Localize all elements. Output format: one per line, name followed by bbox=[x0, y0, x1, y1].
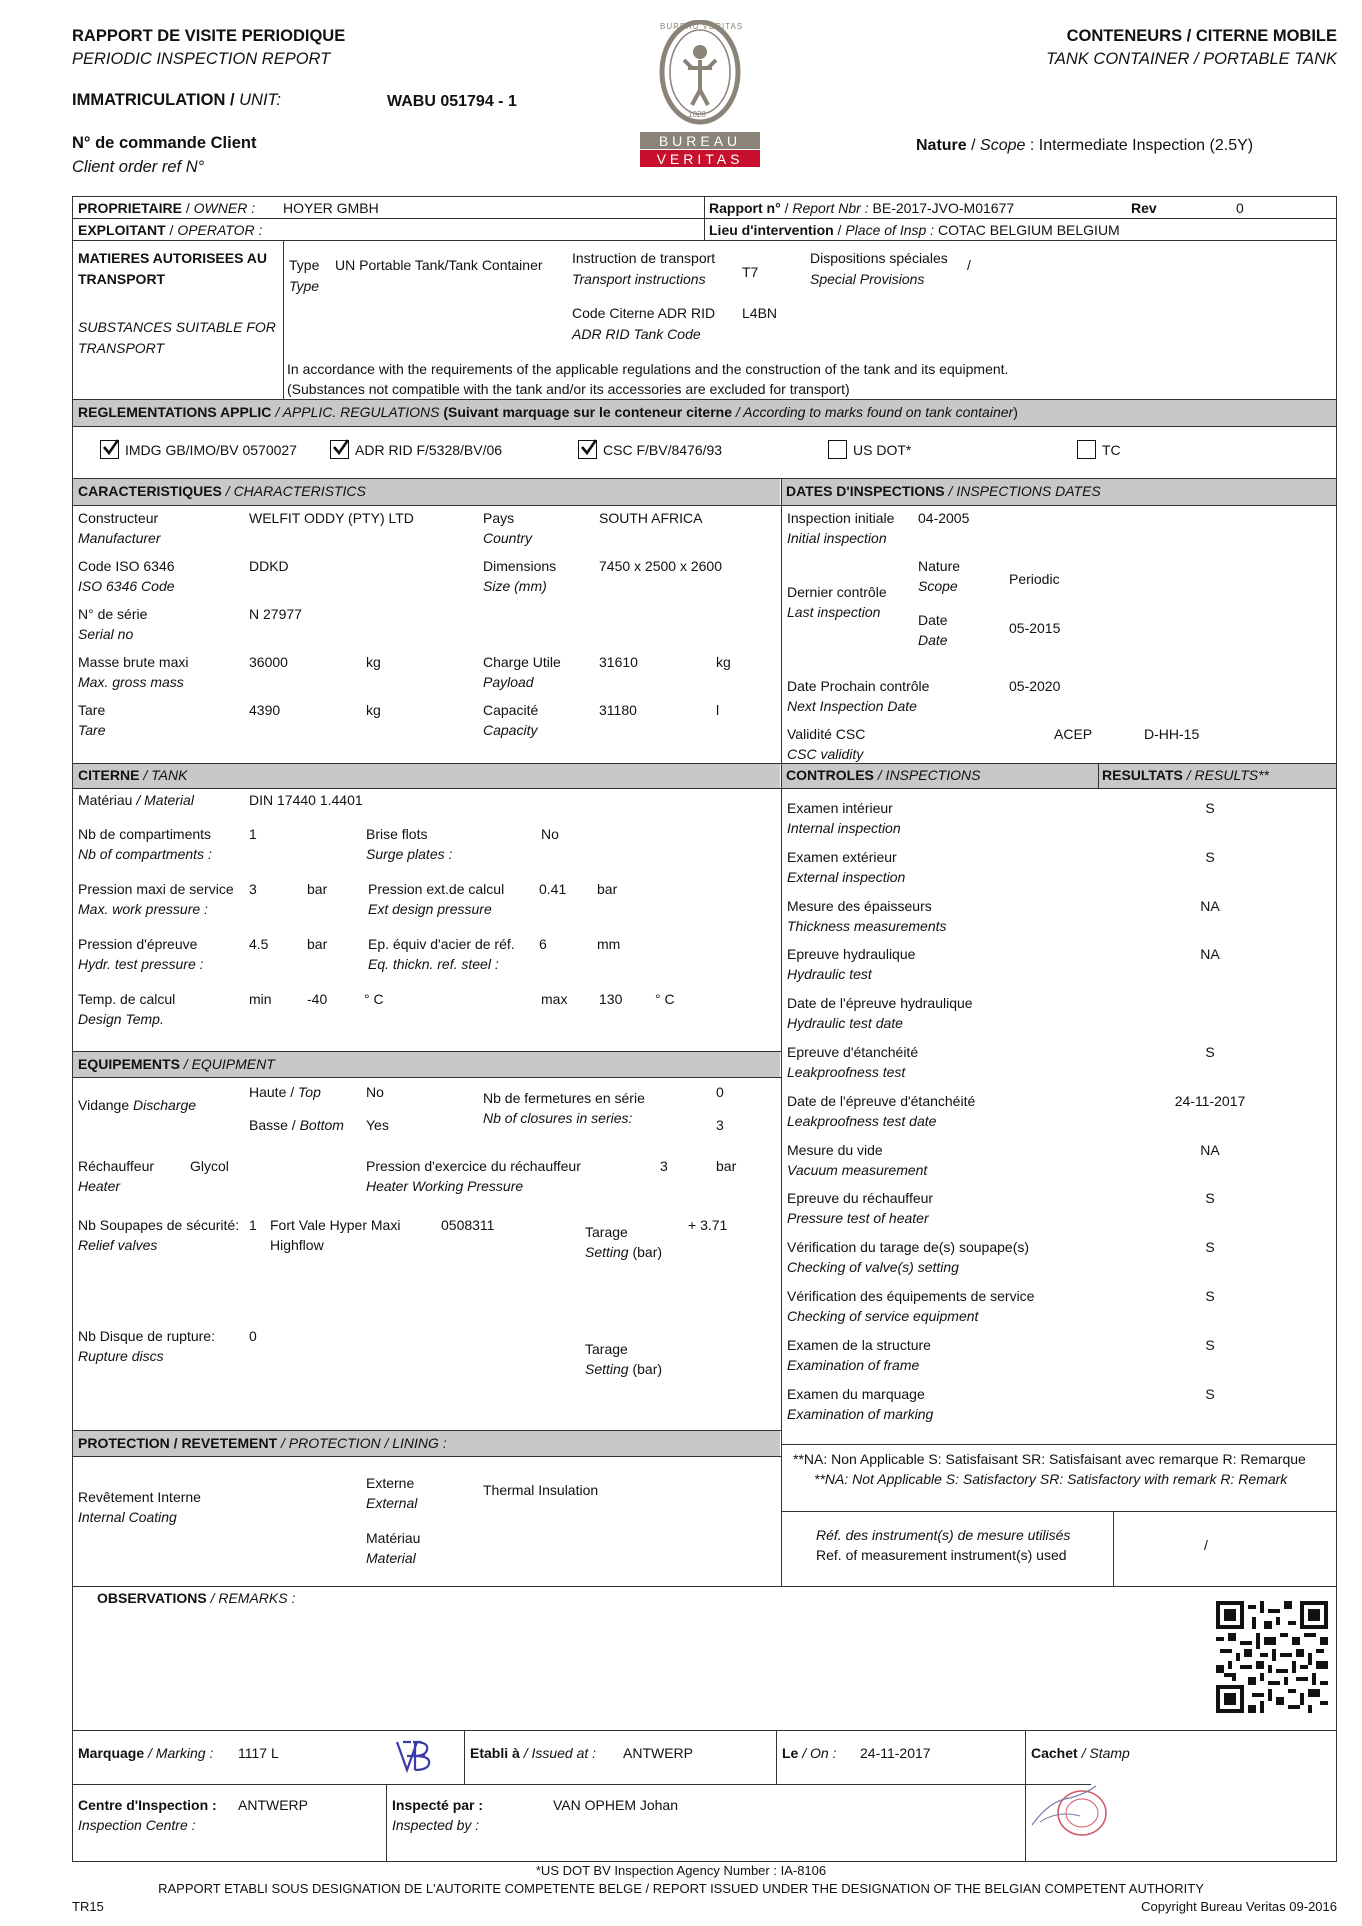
closures-label: Nb de fermetures en série bbox=[483, 1090, 645, 1106]
reg-csc-label: CSC F/BV/8476/93 bbox=[603, 442, 723, 458]
relief-setting-label-en: Setting (bar) bbox=[585, 1244, 663, 1260]
design-temp-label-en: Design Temp. bbox=[78, 1011, 164, 1027]
gross-mass-unit: kg bbox=[366, 654, 381, 670]
tare-unit: kg bbox=[366, 702, 381, 718]
equiv-thickness-unit: mm bbox=[597, 936, 621, 952]
last-nature-label: Nature bbox=[918, 558, 961, 574]
csc-validity-label: Validité CSC bbox=[787, 726, 866, 742]
design-temp-min-value: -40 bbox=[307, 991, 328, 1007]
instruction-value: T7 bbox=[742, 264, 759, 280]
control-label: Epreuve d'étanchéité bbox=[787, 1044, 919, 1060]
type-label-en: Type bbox=[289, 278, 320, 294]
control-label-en: Hydraulic test date bbox=[787, 1015, 903, 1031]
rupture-discs-label: Nb Disque de rupture: bbox=[78, 1328, 215, 1344]
control-label: Vérification du tarage de(s) soupape(s) bbox=[787, 1239, 1030, 1255]
heater-pressure-label: Pression d'exercice du réchauffeur bbox=[366, 1158, 581, 1174]
relief-setting-label: Tarage bbox=[585, 1224, 628, 1240]
unit-label-group: IMMATRICULATION / UNIT: bbox=[72, 91, 281, 109]
checkbox-tc[interactable] bbox=[1077, 440, 1096, 459]
stamp-seal-icon bbox=[1030, 1780, 1115, 1849]
closures-label-en: Nb of closures in series: bbox=[483, 1110, 633, 1126]
control-label-en: Checking of service equipment bbox=[787, 1308, 979, 1324]
control-label-en: Leakproofness test date bbox=[787, 1113, 937, 1129]
relief-valves-label-en: Relief valves bbox=[78, 1237, 158, 1253]
marking-field: Marquage / Marking : bbox=[78, 1745, 214, 1761]
compartments-label-en: Nb of compartments : bbox=[78, 846, 212, 862]
remarks-box bbox=[72, 1586, 1337, 1731]
payload-label: Charge Utile bbox=[483, 654, 561, 670]
equiv-thickness-label-en: Eq. thickn. ref. steel : bbox=[368, 956, 499, 972]
max-work-pressure-label: Pression maxi de service bbox=[78, 881, 234, 897]
serial-label-en: Serial no bbox=[78, 626, 134, 642]
serial-value: N 27977 bbox=[249, 606, 302, 622]
heater-value: Glycol bbox=[190, 1158, 229, 1174]
heater-pressure-value: 3 bbox=[660, 1158, 668, 1174]
provisions-label-en: Special Provisions bbox=[810, 271, 925, 287]
payload-label-en: Payload bbox=[483, 674, 534, 690]
control-result: S bbox=[1205, 1044, 1215, 1060]
external-label-en: External bbox=[366, 1495, 418, 1511]
inspection-centre-value: ANTWERP bbox=[238, 1797, 308, 1813]
logo-year: 1828 bbox=[688, 110, 706, 119]
control-label: Epreuve hydraulique bbox=[787, 946, 916, 962]
reg-imdg-label: IMDG GB/IMO/BV 0570027 bbox=[125, 442, 297, 458]
tare-label-en: Tare bbox=[78, 722, 106, 738]
ext-pressure-unit: bar bbox=[597, 881, 618, 897]
control-result: 24-11-2017 bbox=[1174, 1093, 1246, 1109]
dimensions-value: 7450 x 2500 x 2600 bbox=[599, 558, 722, 574]
control-result: S bbox=[1205, 849, 1215, 865]
max-work-pressure-unit: bar bbox=[307, 881, 328, 897]
design-temp-label: Temp. de calcul bbox=[78, 991, 176, 1007]
checkbox-csc[interactable] bbox=[578, 440, 597, 459]
instruments-label-en: Ref. of measurement instrument(s) used bbox=[816, 1547, 1067, 1563]
design-temp-max-unit: ° C bbox=[655, 991, 675, 1007]
substances-title-2: TRANSPORT bbox=[78, 271, 166, 287]
protection-title: PROTECTION / REVETEMENT / PROTECTION / LINING : bbox=[78, 1435, 447, 1451]
qr-code bbox=[1216, 1601, 1328, 1713]
marking-value: 1117 L bbox=[238, 1745, 279, 1761]
owner-value: HOYER GMBH bbox=[283, 200, 379, 216]
control-result: S bbox=[1205, 1386, 1215, 1402]
internal-coating-label-en: Internal Coating bbox=[78, 1509, 177, 1525]
csc-validity-value-1: ACEP bbox=[1054, 726, 1093, 742]
checkbox-imdg[interactable] bbox=[100, 440, 119, 459]
heater-label-en: Heater bbox=[78, 1178, 121, 1194]
closures-top-value: 0 bbox=[716, 1084, 724, 1100]
relief-valves-label: Nb Soupapes de sécurité: bbox=[78, 1217, 240, 1233]
capacity-value: 31180 bbox=[599, 702, 637, 718]
rev-label: Rev bbox=[1131, 200, 1157, 216]
iso-code-label: Code ISO 6346 bbox=[78, 558, 175, 574]
initial-inspection-label-en: Initial inspection bbox=[787, 530, 887, 546]
dimensions-label-en: Size (mm) bbox=[483, 578, 547, 594]
control-result: NA bbox=[1200, 898, 1220, 914]
provisions-label: Dispositions spéciales bbox=[810, 250, 948, 266]
issued-at-field: Etabli à / Issued at : bbox=[470, 1745, 597, 1761]
tare-value: 4390 bbox=[249, 702, 281, 718]
type-value: UN Portable Tank/Tank Container bbox=[335, 257, 543, 273]
marking-stamp-icon bbox=[393, 1738, 433, 1778]
bottom-value: Yes bbox=[366, 1117, 389, 1133]
report-subtitle: PERIODIC INSPECTION REPORT bbox=[72, 50, 331, 68]
control-label: Examen extérieur bbox=[787, 849, 897, 865]
last-inspection-label: Dernier contrôle bbox=[787, 584, 887, 600]
control-label-en: Pressure test of heater bbox=[787, 1210, 929, 1226]
capacity-label: Capacité bbox=[483, 702, 539, 718]
control-label: Mesure du vide bbox=[787, 1142, 883, 1158]
scope-group: Nature / Scope : Intermediate Inspection (2.5Y) bbox=[916, 137, 1254, 154]
country-value: SOUTH AFRICA bbox=[599, 510, 703, 526]
logo-word-bureau: BUREAU bbox=[658, 133, 742, 149]
lining-material-label-en: Material bbox=[366, 1550, 416, 1566]
serial-label: N° de série bbox=[78, 606, 148, 622]
payload-unit: kg bbox=[716, 654, 731, 670]
manufacturer-label: Constructeur bbox=[78, 510, 159, 526]
checkbox-adr-rid[interactable] bbox=[330, 440, 349, 459]
surge-plates-label: Brise flots bbox=[366, 826, 428, 842]
compartments-value: 1 bbox=[249, 826, 257, 842]
reg-adr-label: ADR RID F/5328/BV/06 bbox=[355, 442, 503, 458]
issued-on-value: 24-11-2017 bbox=[860, 1745, 931, 1761]
gross-mass-value: 36000 bbox=[249, 654, 288, 670]
top-label: Haute / Top bbox=[249, 1084, 321, 1100]
tank-code-value: L4BN bbox=[742, 305, 778, 321]
control-label: Vérification des équipements de service bbox=[787, 1288, 1035, 1304]
manufacturer-value: WELFIT ODDY (PTY) LTD bbox=[249, 510, 414, 526]
ext-pressure-value: 0.41 bbox=[539, 881, 567, 897]
external-label: Externe bbox=[366, 1475, 415, 1491]
tank-code-label: Code Citerne ADR RID bbox=[572, 305, 716, 321]
gross-mass-label-en: Max. gross mass bbox=[78, 674, 184, 690]
substances-note-2: (Substances not compatible with the tank and/or its accessories are excluded for transport) bbox=[287, 381, 850, 397]
design-temp-max-label: max bbox=[541, 991, 568, 1007]
relief-valves-count: 1 bbox=[249, 1217, 257, 1233]
next-inspection-label: Date Prochain contrôle bbox=[787, 678, 930, 694]
tank-title: CITERNE / TANK bbox=[78, 767, 188, 783]
results-legend-fr: **NA: Non Applicable S: Satisfaisant SR: Satisfaisant avec remarque R: Remarque bbox=[793, 1451, 1306, 1467]
inspected-by-label: Inspecté par : bbox=[392, 1797, 484, 1813]
inspection-centre-label-en: Inspection Centre : bbox=[78, 1817, 196, 1833]
controls-title: CONTROLES / INSPECTIONS bbox=[786, 767, 981, 783]
control-label: Date de l'épreuve d'étanchéité bbox=[787, 1093, 976, 1109]
ext-pressure-label-en: Ext design pressure bbox=[368, 901, 492, 917]
last-nature-label-en: Scope bbox=[918, 578, 958, 594]
control-result: NA bbox=[1200, 946, 1220, 962]
design-temp-min-label: min bbox=[249, 991, 272, 1007]
disc-setting-label: Tarage bbox=[585, 1341, 628, 1357]
max-work-pressure-value: 3 bbox=[249, 881, 257, 897]
equiv-thickness-value: 6 bbox=[539, 936, 547, 952]
external-value: Thermal Insulation bbox=[483, 1482, 599, 1498]
design-temp-min-unit: ° C bbox=[364, 991, 384, 1007]
regulations-title: REGLEMENTATIONS APPLIC / APPLIC. REGULATIONS (Suivant marquage sur le conteneur citerne / According to marks found on tank container) bbox=[78, 404, 1018, 420]
last-inspection-label-en: Last inspection bbox=[787, 604, 881, 620]
relief-valves-serial: 0508311 bbox=[441, 1217, 495, 1233]
disc-setting-label-en: Setting (bar) bbox=[585, 1361, 663, 1377]
last-date-value: 05-2015 bbox=[1009, 620, 1061, 636]
heater-label: Réchauffeur bbox=[78, 1158, 155, 1174]
initial-inspection-label: Inspection initiale bbox=[787, 510, 895, 526]
report-number-field: Rapport n° / Report Nbr : BE-2017-JVO-M01677 bbox=[709, 200, 1015, 216]
design-temp-max-value: 130 bbox=[599, 991, 623, 1007]
main-grid bbox=[72, 478, 1337, 1587]
results-legend-en: **NA: Not Applicable S: Satisfactory SR: Satisfactory with remark R: Remark bbox=[814, 1471, 1288, 1487]
rev-value: 0 bbox=[1236, 200, 1244, 216]
closures-bottom-value: 3 bbox=[716, 1117, 724, 1133]
csc-validity-label-en: CSC validity bbox=[787, 746, 864, 762]
control-label-en: Examination of marking bbox=[787, 1406, 934, 1422]
order-label: N° de commande Client bbox=[72, 134, 257, 152]
heater-pressure-unit: bar bbox=[716, 1158, 737, 1174]
last-date-label-en: Date bbox=[918, 632, 948, 648]
bureau-veritas-logo bbox=[640, 20, 760, 168]
tank-code-label-en: ADR RID Tank Code bbox=[572, 326, 701, 342]
reg-usdot-label: US DOT* bbox=[853, 442, 912, 458]
last-date-label: Date bbox=[918, 612, 948, 628]
substances-sub-2: TRANSPORT bbox=[78, 340, 165, 356]
instruction-label: Instruction de transport bbox=[572, 250, 716, 266]
lining-material-label: Matériau bbox=[366, 1530, 421, 1546]
dimensions-label: Dimensions bbox=[483, 558, 557, 574]
substances-sub-1: SUBSTANCES SUITABLE FOR bbox=[78, 319, 276, 335]
test-pressure-label-en: Hydr. test pressure : bbox=[78, 956, 204, 972]
tare-label: Tare bbox=[78, 702, 106, 718]
top-value: No bbox=[366, 1084, 384, 1100]
heater-pressure-label-en: Heater Working Pressure bbox=[366, 1178, 524, 1194]
payload-value: 31610 bbox=[599, 654, 638, 670]
surge-plates-label-en: Surge plates : bbox=[366, 846, 453, 862]
authority-note: RAPPORT ETABLI SOUS DESIGNATION DE L'AUTORITE COMPETENTE BELGE / REPORT ISSUED UNDER THE DESIGNATION OF THE BELGIAN COMPETENT AUTHORITY bbox=[158, 1881, 1204, 1896]
results-title: RESULTATS / RESULTS** bbox=[1102, 767, 1269, 783]
material-field: Matériau / Material bbox=[78, 792, 194, 808]
checkbox-us-dot[interactable] bbox=[828, 440, 847, 459]
owner-field: PROPRIETAIRE / OWNER : bbox=[78, 200, 256, 216]
provisions-value: / bbox=[967, 257, 971, 273]
control-result: S bbox=[1205, 1337, 1215, 1353]
test-pressure-label: Pression d'épreuve bbox=[78, 936, 198, 952]
control-label-en: Internal inspection bbox=[787, 820, 901, 836]
control-result: NA bbox=[1200, 1142, 1220, 1158]
remarks-label: OBSERVATIONS / REMARKS : bbox=[97, 1590, 296, 1606]
control-label-en: Leakproofness test bbox=[787, 1064, 906, 1080]
csc-validity-value-2: D-HH-15 bbox=[1144, 726, 1200, 742]
order-label-en: Client order ref N° bbox=[72, 158, 205, 176]
inspected-by-value: VAN OPHEM Johan bbox=[553, 1797, 679, 1813]
issued-on-field: Le / On : bbox=[782, 1745, 837, 1761]
issued-at-value: ANTWERP bbox=[623, 1745, 693, 1761]
next-inspection-value: 05-2020 bbox=[1009, 678, 1061, 694]
instruments-label-fr: Réf. des instrument(s) de mesure utilisés bbox=[816, 1527, 1071, 1543]
control-result: S bbox=[1205, 800, 1215, 816]
equiv-thickness-label: Ep. équiv d'acier de réf. bbox=[368, 936, 515, 952]
type-label: Type bbox=[289, 257, 320, 273]
control-label: Epreuve du réchauffeur bbox=[787, 1190, 934, 1206]
logo-ring-text: BUREAU VERITAS bbox=[660, 22, 744, 31]
control-label-en: Hydraulic test bbox=[787, 966, 872, 982]
manufacturer-label-en: Manufacturer bbox=[78, 530, 161, 546]
rupture-discs-label-en: Rupture discs bbox=[78, 1348, 164, 1364]
initial-inspection-value: 04-2005 bbox=[918, 510, 970, 526]
control-label: Date de l'épreuve hydraulique bbox=[787, 995, 973, 1011]
surge-plates-value: No bbox=[541, 826, 559, 842]
capacity-label-en: Capacity bbox=[483, 722, 538, 738]
next-inspection-label-en: Next Inspection Date bbox=[787, 698, 917, 714]
ext-pressure-label: Pression ext.de calcul bbox=[368, 881, 505, 897]
material-value: DIN 17440 1.4401 bbox=[249, 792, 363, 808]
control-label: Examen de la structure bbox=[787, 1337, 931, 1353]
report-title: RAPPORT DE VISITE PERIODIQUE bbox=[72, 27, 346, 45]
country-label: Pays bbox=[483, 510, 515, 526]
discharge-label: Vidange Discharge bbox=[78, 1097, 197, 1113]
copyright: Copyright Bureau Veritas 09-2016 bbox=[1141, 1899, 1337, 1914]
bottom-label: Basse / Bottom bbox=[249, 1117, 344, 1133]
iso-code-value: DDKD bbox=[249, 558, 289, 574]
place-field: Lieu d'intervention / Place of Insp : COTAC BELGIUM BELGIUM bbox=[709, 222, 1120, 238]
relief-valves-make-2: Highflow bbox=[270, 1237, 324, 1253]
compartments-label: Nb de compartiments bbox=[78, 826, 212, 842]
control-result: S bbox=[1205, 1239, 1215, 1255]
test-pressure-unit: bar bbox=[307, 936, 328, 952]
test-pressure-value: 4.5 bbox=[249, 936, 269, 952]
unit-value: WABU 051794 - 1 bbox=[387, 93, 517, 110]
control-label-en: Thickness measurements bbox=[787, 918, 947, 934]
characteristics-title: CARACTERISTIQUES / CHARACTERISTICS bbox=[78, 483, 366, 499]
control-label-en: Examination of frame bbox=[787, 1357, 920, 1373]
last-nature-value: Periodic bbox=[1009, 571, 1060, 587]
stamp-field: Cachet / Stamp bbox=[1031, 1745, 1130, 1761]
internal-coating-label: Revêtement Interne bbox=[78, 1489, 201, 1505]
iso-code-label-en: ISO 6346 Code bbox=[78, 578, 175, 594]
control-label-en: External inspection bbox=[787, 869, 906, 885]
control-label-en: Checking of valve(s) setting bbox=[787, 1259, 959, 1275]
inspection-centre-label: Centre d'Inspection : bbox=[78, 1797, 217, 1813]
logo-word-veritas: VERITAS bbox=[656, 151, 744, 167]
control-label: Mesure des épaisseurs bbox=[787, 898, 932, 914]
instruction-label-en: Transport instructions bbox=[572, 271, 706, 287]
substances-note-1: In accordance with the requirements of the applicable regulations and the construction of the tank and its equipment. bbox=[287, 361, 1009, 377]
container-type-subtitle: TANK CONTAINER / PORTABLE TANK bbox=[1046, 50, 1337, 68]
equipment-title: EQUIPEMENTS / EQUIPMENT bbox=[78, 1056, 275, 1072]
rupture-discs-value: 0 bbox=[249, 1328, 257, 1344]
form-code: TR15 bbox=[72, 1899, 104, 1914]
dates-title: DATES D'INSPECTIONS / INSPECTIONS DATES bbox=[786, 483, 1101, 499]
control-label: Examen intérieur bbox=[787, 800, 893, 816]
inspected-by-label-en: Inspected by : bbox=[392, 1817, 480, 1833]
gross-mass-label: Masse brute maxi bbox=[78, 654, 189, 670]
substances-title-1: MATIERES AUTORISEES AU bbox=[78, 250, 268, 266]
instruments-value: / bbox=[1204, 1537, 1208, 1553]
country-label-en: Country bbox=[483, 530, 533, 546]
max-work-pressure-label-en: Max. work pressure : bbox=[78, 901, 208, 917]
control-result: S bbox=[1205, 1288, 1215, 1304]
control-result: S bbox=[1205, 1190, 1215, 1206]
operator-field: EXPLOITANT / OPERATOR : bbox=[78, 222, 263, 238]
reg-tc-label: TC bbox=[1102, 442, 1121, 458]
relief-valves-make-1: Fort Vale Hyper Maxi bbox=[270, 1217, 401, 1233]
capacity-unit: l bbox=[716, 702, 720, 718]
usdot-note: *US DOT BV Inspection Agency Number : IA-8106 bbox=[535, 1863, 827, 1878]
relief-setting-value: + 3.71 bbox=[688, 1217, 728, 1233]
control-label: Examen du marquage bbox=[787, 1386, 925, 1402]
container-type-title: CONTENEURS / CITERNE MOBILE bbox=[1066, 27, 1337, 45]
control-label-en: Vacuum measurement bbox=[787, 1162, 928, 1178]
